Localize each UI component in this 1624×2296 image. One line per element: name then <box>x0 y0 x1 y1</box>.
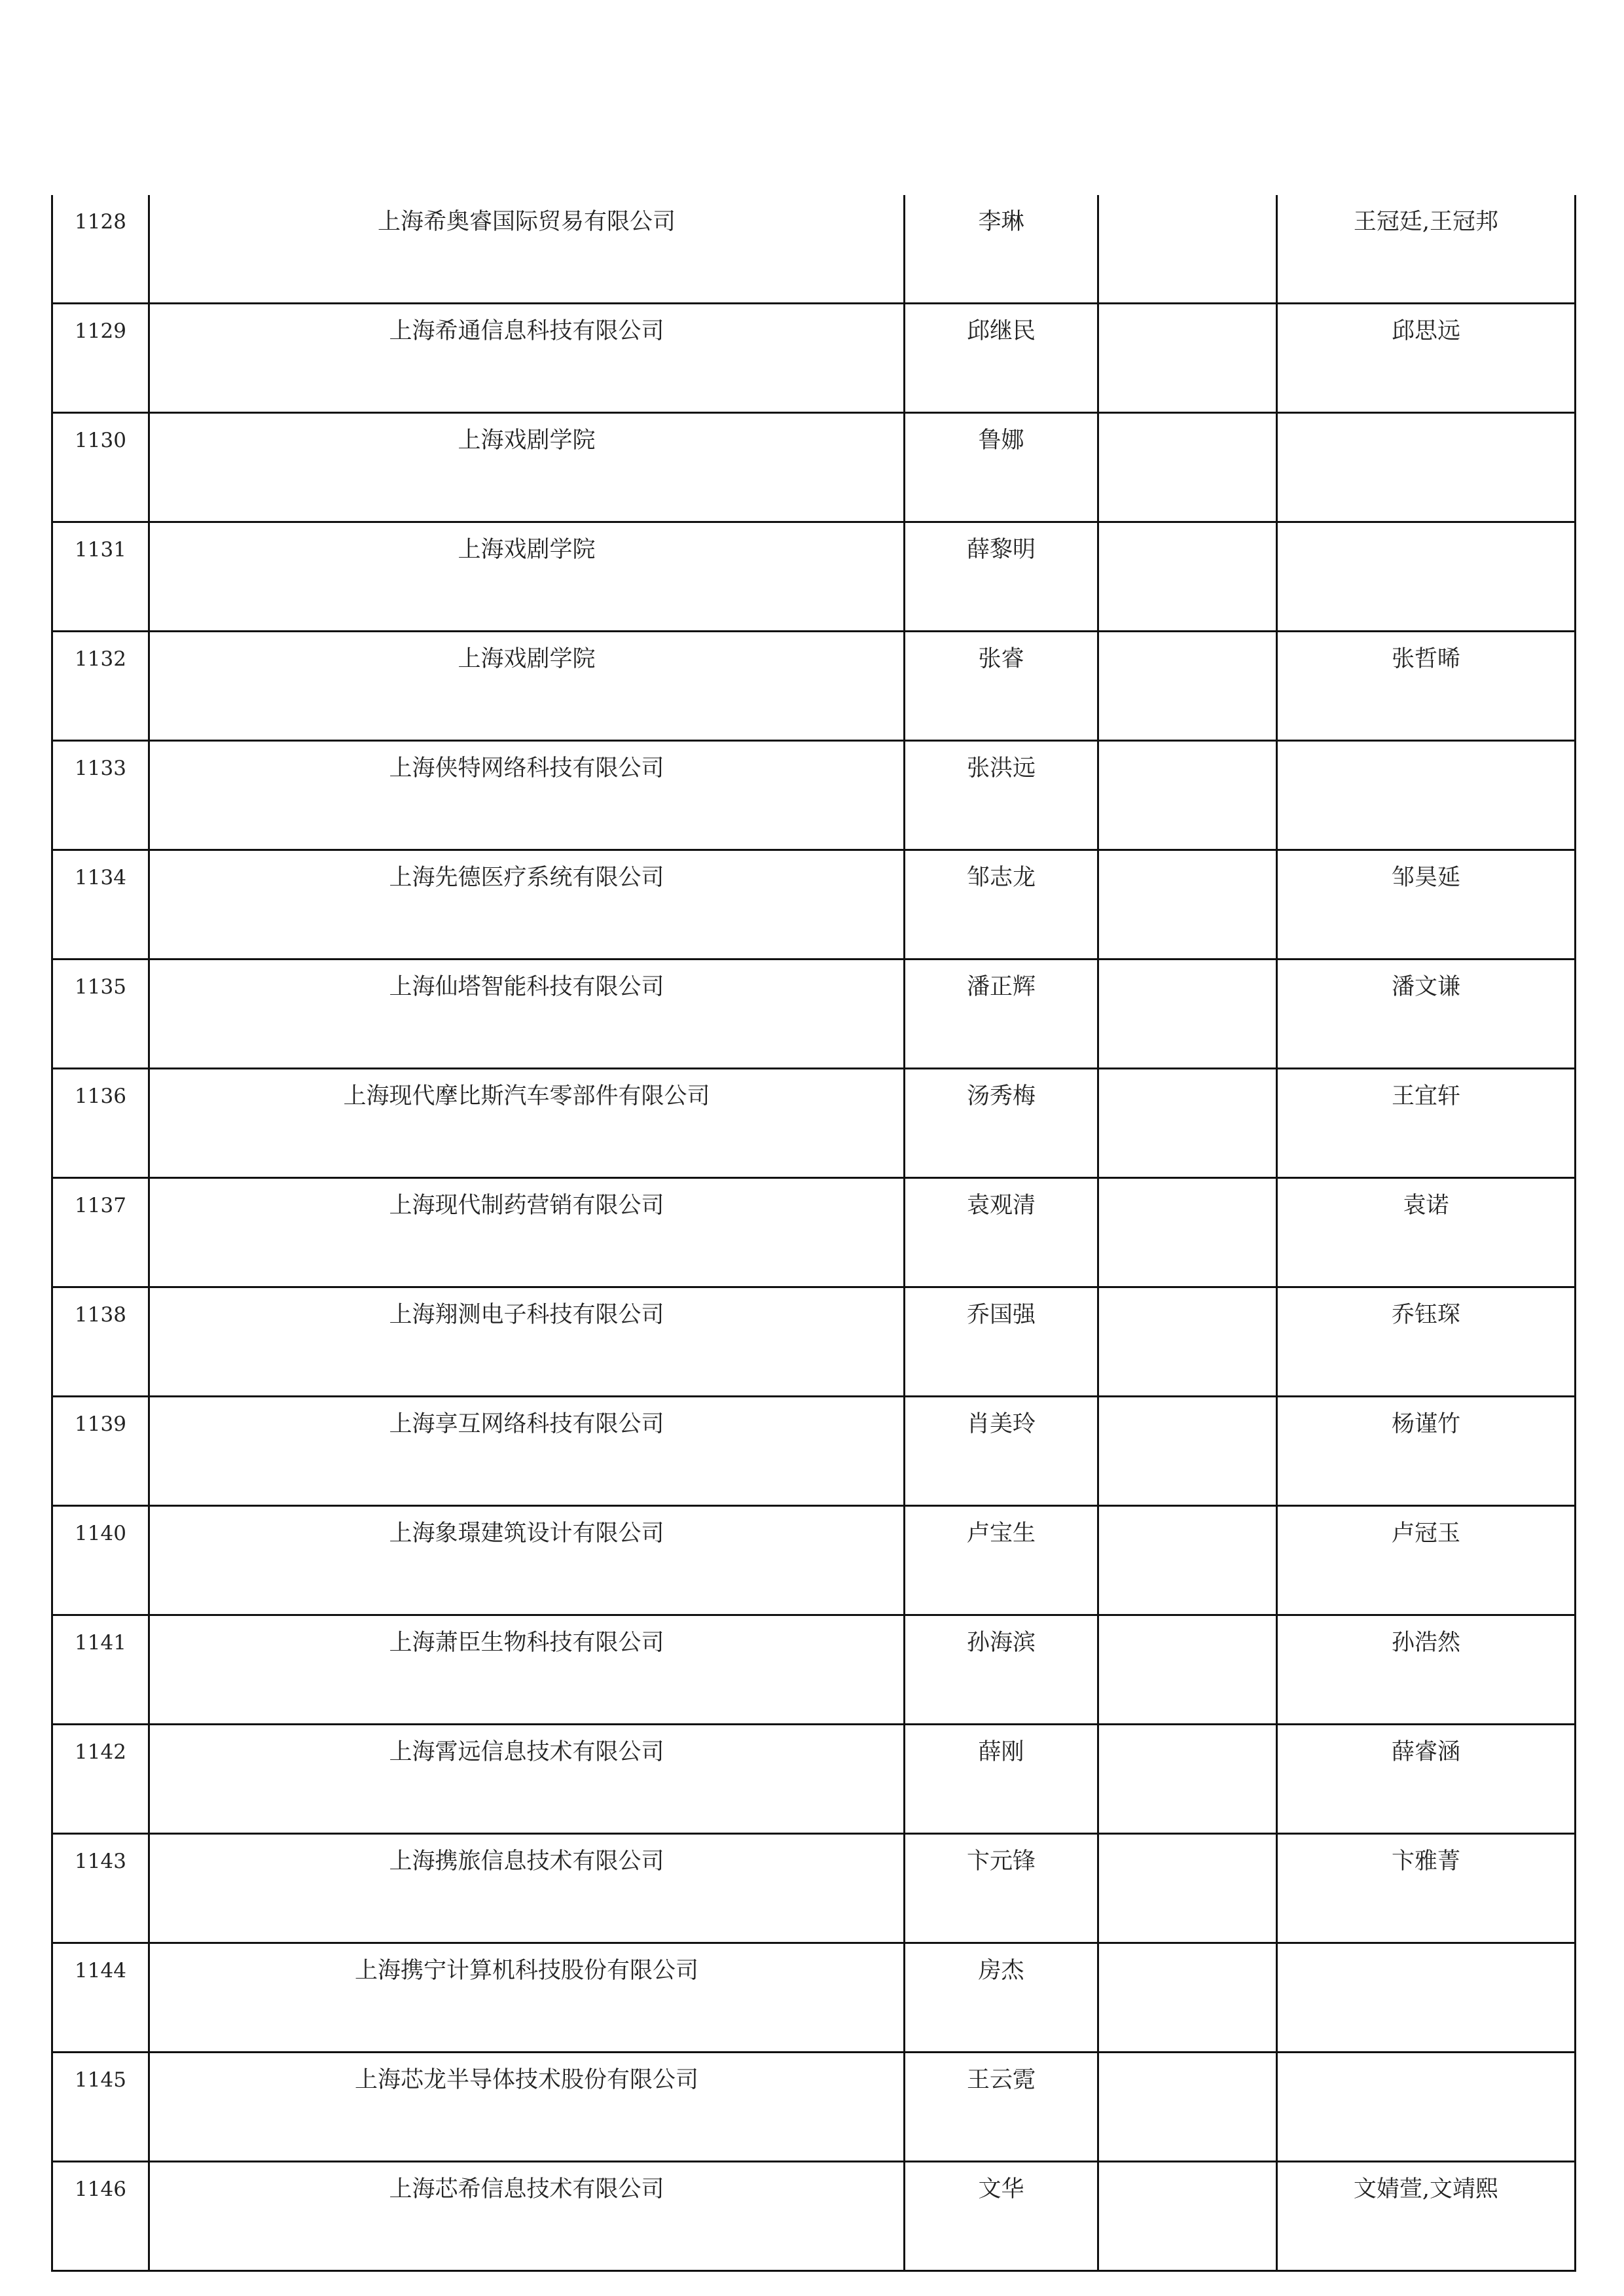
employee-name-cell: 肖美玲 <box>905 1397 1098 1506</box>
row-number-cell: 1133 <box>52 741 149 850</box>
table-row <box>52 1069 1576 1178</box>
employee-name-cell: 文华 <box>905 2162 1098 2271</box>
row-number-cell: 1128 <box>52 195 149 304</box>
table-row <box>52 960 1576 1069</box>
children-names-cell: 张哲晞 <box>1277 632 1576 741</box>
employee-name-cell: 房杰 <box>905 1943 1098 2053</box>
row-number-cell: 1141 <box>52 1615 149 1725</box>
row-number-cell: 1135 <box>52 960 149 1069</box>
table-row <box>52 1725 1576 1834</box>
children-names-cell <box>1277 741 1576 850</box>
row-number-cell: 1145 <box>52 2053 149 2162</box>
company-cell: 上海现代摩比斯汽车零部件有限公司 <box>149 1069 905 1178</box>
roster-table <box>51 195 1576 2272</box>
blank-cell <box>1098 960 1277 1069</box>
company-cell: 上海现代制药营销有限公司 <box>149 1178 905 1287</box>
blank-cell <box>1098 1725 1277 1834</box>
children-names-cell: 孙浩然 <box>1277 1615 1576 1725</box>
children-names-cell: 王冠廷,王冠邦 <box>1277 195 1576 304</box>
employee-name-cell: 张洪远 <box>905 741 1098 850</box>
table-row <box>52 1397 1576 1506</box>
table-row <box>52 632 1576 741</box>
employee-name-cell: 张睿 <box>905 632 1098 741</box>
blank-cell <box>1098 2162 1277 2271</box>
employee-name-cell: 乔国强 <box>905 1287 1098 1397</box>
company-cell: 上海携旅信息技术有限公司 <box>149 1834 905 1943</box>
employee-name-cell: 李琳 <box>905 195 1098 304</box>
table-row <box>52 741 1576 850</box>
blank-cell <box>1098 413 1277 522</box>
table-row <box>52 195 1576 304</box>
row-number-cell: 1132 <box>52 632 149 741</box>
blank-cell <box>1098 1069 1277 1178</box>
employee-name-cell: 孙海滨 <box>905 1615 1098 1725</box>
company-cell: 上海戏剧学院 <box>149 522 905 632</box>
blank-cell <box>1098 304 1277 413</box>
blank-cell <box>1098 1287 1277 1397</box>
employee-name-cell: 邹志龙 <box>905 850 1098 960</box>
employee-name-cell: 薛黎明 <box>905 522 1098 632</box>
blank-cell <box>1098 632 1277 741</box>
company-cell: 上海芯龙半导体技术股份有限公司 <box>149 2053 905 2162</box>
table-row <box>52 304 1576 413</box>
company-cell: 上海萧臣生物科技有限公司 <box>149 1615 905 1725</box>
company-cell: 上海戏剧学院 <box>149 632 905 741</box>
blank-cell <box>1098 1943 1277 2053</box>
blank-cell <box>1098 195 1277 304</box>
children-names-cell: 文婧萱,文靖熙 <box>1277 2162 1576 2271</box>
row-number-cell: 1144 <box>52 1943 149 2053</box>
table-row <box>52 2053 1576 2162</box>
employee-name-cell: 薛刚 <box>905 1725 1098 1834</box>
children-names-cell: 乔钰琛 <box>1277 1287 1576 1397</box>
blank-cell <box>1098 1615 1277 1725</box>
row-number-cell: 1138 <box>52 1287 149 1397</box>
employee-name-cell: 卢宝生 <box>905 1506 1098 1615</box>
row-number-cell: 1143 <box>52 1834 149 1943</box>
company-cell: 上海享互网络科技有限公司 <box>149 1397 905 1506</box>
employee-name-cell: 鲁娜 <box>905 413 1098 522</box>
company-cell: 上海希通信息科技有限公司 <box>149 304 905 413</box>
children-names-cell <box>1277 413 1576 522</box>
blank-cell <box>1098 1178 1277 1287</box>
company-cell: 上海霄远信息技术有限公司 <box>149 1725 905 1834</box>
employee-name-cell: 卞元锋 <box>905 1834 1098 1943</box>
blank-cell <box>1098 1834 1277 1943</box>
row-number-cell: 1136 <box>52 1069 149 1178</box>
children-names-cell: 邱思远 <box>1277 304 1576 413</box>
blank-cell <box>1098 741 1277 850</box>
roster-table-body <box>52 195 1576 2271</box>
company-cell: 上海携宁计算机科技股份有限公司 <box>149 1943 905 2053</box>
blank-cell <box>1098 1397 1277 1506</box>
blank-cell <box>1098 2053 1277 2162</box>
children-names-cell: 潘文谦 <box>1277 960 1576 1069</box>
children-names-cell <box>1277 2053 1576 2162</box>
company-cell: 上海仙塔智能科技有限公司 <box>149 960 905 1069</box>
table-row <box>52 850 1576 960</box>
blank-cell <box>1098 850 1277 960</box>
blank-cell <box>1098 522 1277 632</box>
company-cell: 上海芯希信息技术有限公司 <box>149 2162 905 2271</box>
table-row <box>52 1834 1576 1943</box>
children-names-cell <box>1277 1943 1576 2053</box>
children-names-cell: 薛睿涵 <box>1277 1725 1576 1834</box>
employee-name-cell: 汤秀梅 <box>905 1069 1098 1178</box>
employee-name-cell: 袁观清 <box>905 1178 1098 1287</box>
employee-name-cell: 王云霓 <box>905 2053 1098 2162</box>
row-number-cell: 1137 <box>52 1178 149 1287</box>
children-names-cell <box>1277 522 1576 632</box>
table-row <box>52 1506 1576 1615</box>
table-row <box>52 522 1576 632</box>
table-row <box>52 2162 1576 2271</box>
table-row <box>52 1287 1576 1397</box>
blank-cell <box>1098 1506 1277 1615</box>
children-names-cell: 卢冠玉 <box>1277 1506 1576 1615</box>
company-cell: 上海希奥睿国际贸易有限公司 <box>149 195 905 304</box>
table-row <box>52 413 1576 522</box>
row-number-cell: 1130 <box>52 413 149 522</box>
company-cell: 上海戏剧学院 <box>149 413 905 522</box>
row-number-cell: 1129 <box>52 304 149 413</box>
company-cell: 上海先德医疗系统有限公司 <box>149 850 905 960</box>
company-cell: 上海翔测电子科技有限公司 <box>149 1287 905 1397</box>
row-number-cell: 1146 <box>52 2162 149 2271</box>
row-number-cell: 1139 <box>52 1397 149 1506</box>
company-cell: 上海象璟建筑设计有限公司 <box>149 1506 905 1615</box>
children-names-cell: 杨谨竹 <box>1277 1397 1576 1506</box>
table-row <box>52 1943 1576 2053</box>
company-cell: 上海侠特网络科技有限公司 <box>149 741 905 850</box>
table-row <box>52 1615 1576 1725</box>
children-names-cell: 卞雅菁 <box>1277 1834 1576 1943</box>
employee-name-cell: 邱继民 <box>905 304 1098 413</box>
row-number-cell: 1140 <box>52 1506 149 1615</box>
children-names-cell: 袁诺 <box>1277 1178 1576 1287</box>
roster-table-container <box>51 195 1574 2272</box>
employee-name-cell: 潘正辉 <box>905 960 1098 1069</box>
row-number-cell: 1131 <box>52 522 149 632</box>
row-number-cell: 1142 <box>52 1725 149 1834</box>
children-names-cell: 王宜轩 <box>1277 1069 1576 1178</box>
table-row <box>52 1178 1576 1287</box>
row-number-cell: 1134 <box>52 850 149 960</box>
children-names-cell: 邹昊延 <box>1277 850 1576 960</box>
